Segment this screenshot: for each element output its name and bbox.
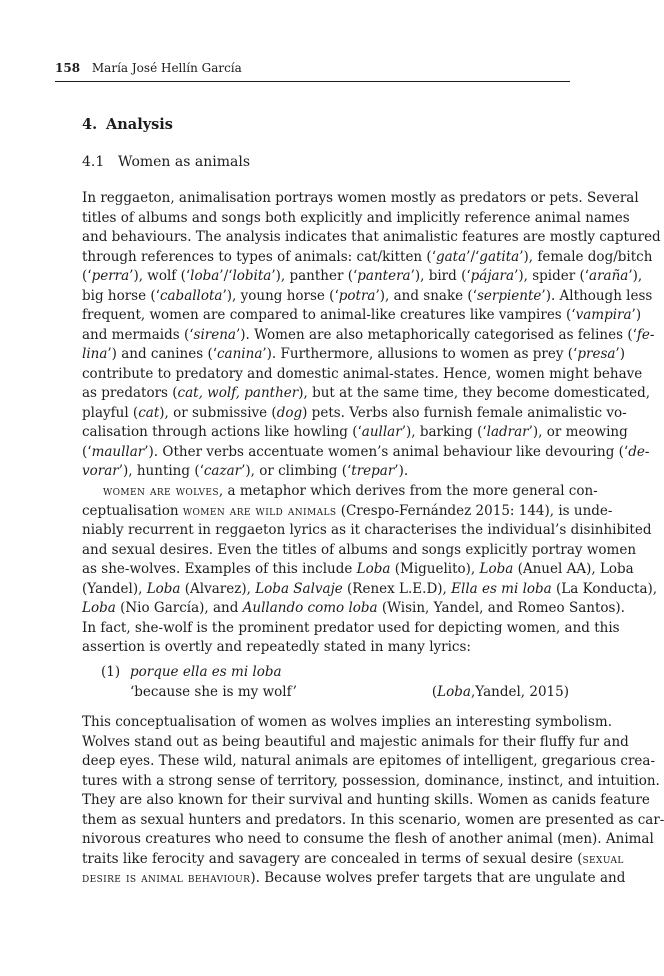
section-title: Analysis xyxy=(106,116,173,133)
paragraph-1-line: big horse (‘caballota’), young horse (‘potra’), and snake (‘serpiente’). Although less xyxy=(82,287,653,304)
paragraph-2-line: niably recurrent in reggaeton lyrics as it characterises the individual’s disinhibited xyxy=(82,522,652,538)
paragraph-3-line: them as sexual hunters and predators. In this scenario, women are presented as car- xyxy=(82,811,664,828)
example-number: (1) xyxy=(101,664,121,680)
paragraph-3-line: They are also known for their survival and hunting skills. Women as canids feature xyxy=(82,792,650,808)
paragraph-2-line: In fact, she-wolf is the prominent predator used for depicting women, and this xyxy=(82,619,620,636)
paragraph-2-line: women are wolves, a metaphor which derives from the more general con- xyxy=(103,483,598,499)
header-rule xyxy=(55,81,570,82)
paragraph-3-line: nivorous creatures who need to consume the flesh of another animal (men). Animal xyxy=(82,831,654,847)
section-number: 4. xyxy=(82,116,98,133)
example-source-title: Loba xyxy=(437,684,471,700)
paragraph-3-line: Wolves stand out as being beautiful and majestic animals for their fluffy fur and xyxy=(82,733,629,750)
paragraph-1-line: vorar’), hunting (‘cazar’), or climbing (‘trepar’). xyxy=(82,463,409,479)
paragraph-2-line: assertion is overtly and repeatedly stated in many lyrics: xyxy=(82,639,471,655)
example-original-line xyxy=(101,663,569,683)
paragraph-1-line: (‘perra’), wolf (‘loba’/‘lobita’), panther (‘pantera’), bird (‘pájara’), spider (‘araña’), xyxy=(82,268,643,284)
running-head-author: María José Hellín García xyxy=(91,61,242,75)
subsection-number: 4.1 xyxy=(82,154,105,170)
paragraph-1-line: (‘maullar’). Other verbs accentuate women’s animal behaviour like devouring (‘de- xyxy=(82,443,650,460)
page-number: 158 xyxy=(55,61,81,75)
paragraph-2-line: as she-wolves. Examples of this include Loba (Miguelito), Loba (Anuel AA), Loba xyxy=(82,561,634,577)
paragraph-1-line: playful (cat), or submissive (dog) pets. Verbs also furnish female animalistic vo- xyxy=(82,404,627,421)
paragraph-3-line: tures with a strong sense of territory, possession, dominance, instinct, and intuition. xyxy=(82,772,660,789)
paragraph-1-line: contribute to predatory and domestic animal-states. Hence, women might behave xyxy=(82,365,643,382)
paragraph-1-line: and behaviours. The analysis indicates that animalistic features are mostly captured xyxy=(82,229,661,245)
subsection-heading xyxy=(82,153,250,171)
paragraph-1-line: and mermaids (‘sirena’). Women are also metaphorically categorised as felines (‘fe- xyxy=(82,326,655,343)
paragraph-1-line: through references to types of animals: cat/kitten (‘gata’/‘gatita’), female dog/bitch xyxy=(82,248,653,265)
example-source: (Loba,Yandel, 2015) xyxy=(431,684,569,700)
example-translation: ‘because she is my wolf’ xyxy=(130,684,297,700)
paragraph-2-line: Loba (Nio García), and Aullando como loba (Wisin, Yandel, and Romeo Santos). xyxy=(82,600,625,616)
example-translation-line xyxy=(101,683,569,703)
paragraph-2-line: ceptualisation women are wild animals (Crespo-Fernández 2015: 144), is unde- xyxy=(82,502,613,519)
paragraph-1-line: titles of albums and songs both explicitly and implicitly reference animal names xyxy=(82,209,630,226)
subsection-title: Women as animals xyxy=(118,154,251,170)
paragraph-2-line: and sexual desires. Even the titles of albums and songs explicitly portray women xyxy=(82,541,637,558)
paragraph-3-line: traits like ferocity and savagery are concealed in terms of sexual desire (sexual xyxy=(82,850,624,867)
paragraph-3-line: deep eyes. These wild, natural animals are epitomes of intelligent, gregarious crea- xyxy=(82,753,656,769)
running-header xyxy=(55,60,570,76)
paragraph-2-line: (Yandel), Loba (Alvarez), Loba Salvaje (Renex L.E.D), Ella es mi loba (La Konducta), xyxy=(82,580,658,597)
paragraph-3-line: This conceptualisation of women as wolves implies an interesting symbolism. xyxy=(82,714,613,730)
paragraph-1-line: lina’) and canines (‘canina’). Furthermore, allusions to women as prey (‘presa’) xyxy=(82,346,625,362)
paragraph-1-line: In reggaeton, animalisation portrays women mostly as predators or pets. Several xyxy=(82,190,639,206)
section-heading xyxy=(82,116,173,134)
paragraph-1-line: as predators (cat, wolf, panther), but at the same time, they become domesticated, xyxy=(82,385,651,401)
paragraph-1-line: calisation through actions like howling (‘aullar’), barking (‘ladrar’), or meowing xyxy=(82,424,628,440)
example-original: porque ella es mi loba xyxy=(130,664,282,680)
paragraph-3-line: desire is animal behaviour). Because wolves prefer targets that are ungulate and xyxy=(82,870,626,886)
paragraph-1-line: frequent, women are compared to animal-like creatures like vampires (‘vampira’) xyxy=(82,307,642,323)
